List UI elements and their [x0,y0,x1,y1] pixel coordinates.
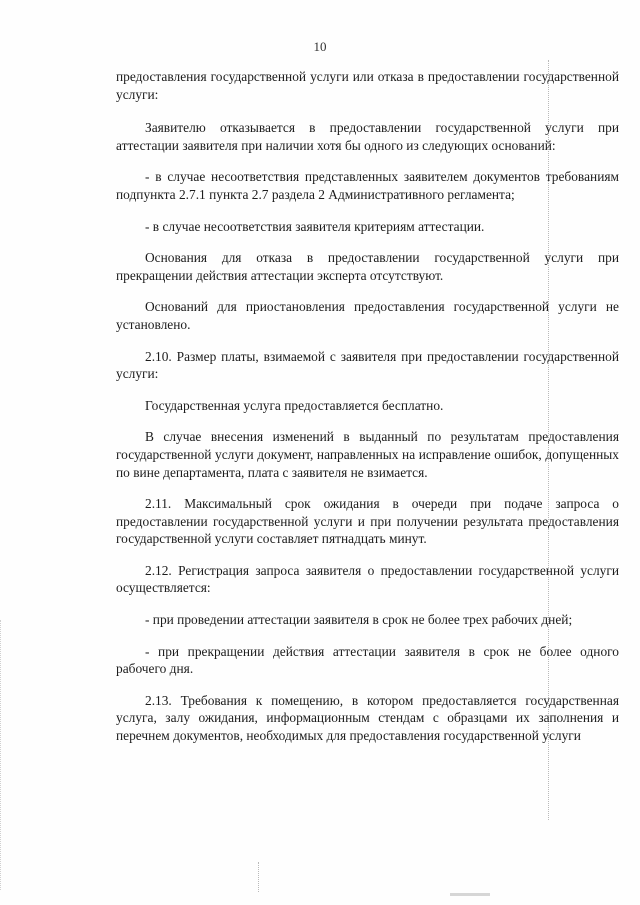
paragraph-section-2-13: 2.13. Требования к помещению, в котором предоставляется государственная услуга, залу ожидания, информационным стендам с образцами их заполнения и перечнем документов, необходимых для предоставления государственной услуги [116,692,619,744]
paragraph-free-of-charge: Государственная услуга предоставляется бесплатно. [145,397,444,413]
scan-fold-line-bottom [258,862,259,892]
document-body [116,68,619,745]
paragraph-corrections: В случае внесения изменений в выданный по результатам предоставления государственной услуги документ, направленных на исправление ошибок, допущенных по вине департамента, плата с заявителя не взимается. [116,429,619,480]
paragraph-refusal-documents: - в случае несоответствия представленных заявителем документов требованиям подпункта 2.7.1 пункта 2.7 раздела 2 Административного регламента; [116,169,619,202]
scan-footer-mark [450,893,490,896]
paragraph-termination-grounds: Основания для отказа в предоставлении государственной услуги при прекращении действия аттестации эксперта отсутствуют. [116,250,619,283]
paragraph-service-continuation: предоставления государственной услуги или отказа в предоставлении государственной услуги: [116,69,619,102]
paragraph-termination-registration: - при прекращении действия аттестации заявителя в срок не более одного рабочего дня. [116,643,619,677]
paragraph-section-2-11: 2.11. Максимальный срок ожидания в очереди при подаче запроса о предоставлении государственной услуги и при получении результата предоставления государственной услуги составляет пятнадцать минут. [116,496,619,547]
paragraph-refusal-criteria: - в случае несоответствия заявителя критериям аттестации. [145,218,485,234]
paragraph-section-2-10: 2.10. Размер платы, взимаемой с заявителя при предоставлении государственной услуги: [116,348,619,382]
paragraph-section-2-12: 2.12. Регистрация запроса заявителя о предоставлении государственной услуги осуществляется: [116,562,619,596]
scan-edge-mark [0,620,1,890]
paragraph-attestation-registration: - при проведении аттестации заявителя в срок не более трех рабочих дней; [145,612,573,628]
paragraph-suspension-grounds: Оснований для приостановления предоставления государственной услуги не установлено. [116,299,619,332]
paragraph-refusal-grounds: Заявителю отказывается в предоставлении государственной услуги при аттестации заявителя при наличии хотя бы одного из следующих оснований: [116,120,619,153]
page-number: 10 [313,39,327,54]
